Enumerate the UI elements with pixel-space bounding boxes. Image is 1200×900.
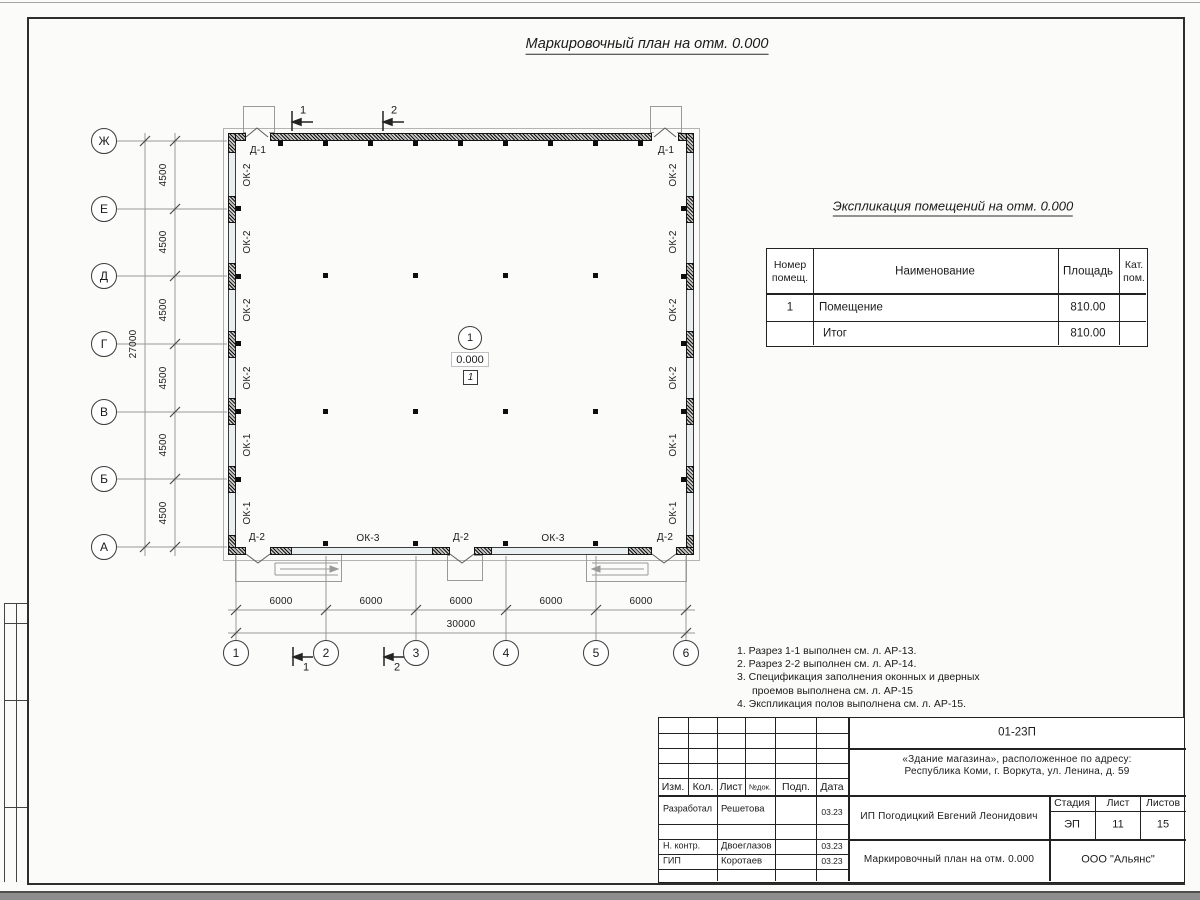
- door-mark: Д-2: [248, 532, 266, 543]
- pilaster: [413, 141, 418, 146]
- column-mark: [503, 273, 508, 278]
- note-line: 2. Разрез 2-2 выполнен см. л. АР-14.: [737, 658, 917, 671]
- tb-object-address: «Здание магазина», расположенное по адресу:: [902, 754, 1132, 765]
- window-mark: ОК-1: [668, 501, 679, 525]
- note-line: 3. Спецификация заполнения оконных и дверных: [737, 671, 980, 684]
- pilaster: [681, 274, 686, 279]
- explication-table: [766, 248, 1148, 347]
- wall-pier: [228, 547, 246, 555]
- tb-sheet-value: 11: [1112, 818, 1124, 831]
- ramp-bottom-left: [235, 553, 342, 582]
- wall-corner-pier: [686, 133, 694, 153]
- axis-bubble-col: 1: [223, 640, 249, 666]
- dim-label: 4500: [158, 163, 169, 187]
- dim-label: 6000: [629, 596, 653, 607]
- wall-pier: [686, 466, 694, 493]
- section-mark-number: 1: [299, 104, 307, 117]
- column-mark: [413, 273, 418, 278]
- note-line: 4. Экспликация полов выполнена см. л. АР-15.: [737, 697, 966, 710]
- pilaster: [681, 341, 686, 346]
- wall-top-segment: [270, 133, 652, 141]
- dim-label: 6000: [449, 596, 473, 607]
- tb-date: 03.23: [821, 855, 843, 866]
- table-cell: 810.00: [1070, 327, 1106, 340]
- wall-pier: [432, 547, 450, 555]
- door-opening: [450, 546, 474, 556]
- pilaster: [236, 206, 241, 211]
- axis-bubble-col: 4: [493, 640, 519, 666]
- pilaster: [681, 477, 686, 482]
- porch-bottom-center: [447, 555, 483, 581]
- explication-title: Экспликация помещений на отм. 0.000: [833, 200, 1073, 213]
- col-header: Номер: [773, 258, 807, 271]
- door-opening: [654, 132, 677, 142]
- pilaster: [278, 141, 283, 146]
- axis-bubble-row: Е: [91, 196, 117, 222]
- tb-col-kol: Кол.: [692, 780, 714, 793]
- window-mark: ОК-1: [242, 433, 253, 457]
- ramp-bottom-right: [586, 553, 687, 582]
- table-cell: 810.00: [1070, 301, 1106, 314]
- room-number-bubble: 1: [458, 326, 482, 350]
- door-mark: Д-1: [249, 145, 267, 156]
- wall-pier: [686, 398, 694, 425]
- tb-role-label: ГИП: [663, 855, 681, 866]
- wall-pier: [686, 196, 694, 223]
- wall-pier: [228, 331, 236, 358]
- tb-sheet-label: Лист: [1106, 796, 1130, 809]
- column-mark: [323, 409, 328, 414]
- dim-label: 4500: [158, 501, 169, 525]
- wall-pier: [228, 398, 236, 425]
- column-mark: [413, 409, 418, 414]
- tb-drawing-name: Маркировочный план на отм. 0.000: [863, 854, 1035, 865]
- pilaster: [323, 141, 328, 146]
- tb-date: 03.23: [821, 806, 843, 817]
- dim-label: 6000: [269, 596, 293, 607]
- axis-bubble-col: 3: [403, 640, 429, 666]
- title-block: [658, 717, 1185, 883]
- tb-organization: ООО "Альянс": [1081, 853, 1155, 866]
- pilaster: [236, 477, 241, 482]
- tb-role-label: Н. контр.: [663, 840, 701, 851]
- axis-bubble-row: Ж: [91, 128, 117, 154]
- elevation-mark: 0.000: [451, 352, 489, 367]
- page-title: Маркировочный план на отм. 0.000: [526, 37, 769, 52]
- dim-total-label: 27000: [128, 329, 139, 359]
- tb-sheets-label: Листов: [1145, 796, 1181, 809]
- window-mark: ОК-2: [668, 298, 679, 322]
- window-mark: ОК-1: [668, 433, 679, 457]
- col-header: пом.: [1123, 271, 1145, 284]
- pilaster: [681, 206, 686, 211]
- axis-bubble-row: А: [91, 534, 117, 560]
- window-mark: ОК-1: [242, 501, 253, 525]
- floor-type-mark: 1: [463, 370, 478, 385]
- tb-col-ndok: №док.: [749, 782, 771, 792]
- column-mark: [323, 273, 328, 278]
- axis-bubble-col: 5: [583, 640, 609, 666]
- col-header: Кат.: [1124, 258, 1144, 271]
- section-mark-number: 2: [393, 661, 401, 674]
- col-header: Площадь: [1062, 265, 1114, 278]
- pilaster: [503, 541, 508, 546]
- pilaster: [323, 541, 328, 546]
- window-mark: ОК-2: [242, 366, 253, 390]
- window-mark: ОК-3: [356, 533, 380, 544]
- tb-col-podp: Подп.: [782, 780, 810, 793]
- wall-pier: [228, 263, 236, 290]
- dim-label: 4500: [158, 298, 169, 322]
- tb-role-name: Коротаев: [721, 855, 763, 867]
- table-cell: Помещение: [819, 301, 883, 314]
- wall-pier: [228, 196, 236, 223]
- dim-label: 4500: [158, 366, 169, 390]
- tb-col-data: Дата: [820, 780, 844, 793]
- tb-sheets-value: 15: [1156, 818, 1170, 831]
- dim-label: 6000: [359, 596, 383, 607]
- pilaster: [236, 341, 241, 346]
- door-mark: Д-2: [656, 532, 674, 543]
- tb-role-label: Разработал: [663, 803, 712, 814]
- table-cell: Итог: [823, 327, 847, 340]
- window-mark: ОК-2: [668, 230, 679, 254]
- pilaster: [413, 541, 418, 546]
- axis-bubble-col: 2: [313, 640, 339, 666]
- column-mark: [503, 409, 508, 414]
- door-mark: Д-2: [452, 532, 470, 543]
- pilaster: [236, 409, 241, 414]
- column-mark: [593, 273, 598, 278]
- window-mark: ОК-2: [242, 298, 253, 322]
- dim-label: 6000: [539, 596, 563, 607]
- axis-bubble-row: Б: [91, 466, 117, 492]
- wall-pier: [686, 263, 694, 290]
- wall-pier: [228, 466, 236, 493]
- section-mark-number: 2: [390, 104, 398, 117]
- note-line: проемов выполнена см. л. АР-15: [752, 684, 913, 697]
- tb-role-name: Двоеглазов: [721, 840, 772, 852]
- door-opening: [652, 546, 676, 556]
- door-mark: Д-1: [657, 145, 675, 156]
- window-mark: ОК-2: [242, 163, 253, 187]
- pilaster: [638, 141, 643, 146]
- axis-bubble-row: Г: [91, 331, 117, 357]
- col-header: помещ.: [771, 271, 809, 284]
- column-mark: [593, 409, 598, 414]
- col-header: Наименование: [895, 265, 975, 278]
- pilaster: [503, 141, 508, 146]
- table-cell: 1: [786, 301, 794, 314]
- axis-bubble-row: В: [91, 399, 117, 425]
- tb-stage-value: ЭП: [1064, 818, 1080, 831]
- page-bottom-edge: [0, 891, 1200, 900]
- window-mark: ОК-2: [668, 366, 679, 390]
- page-top-edge: [0, 2, 1200, 3]
- dim-total-label: 30000: [446, 619, 476, 630]
- tb-stage-label: Стадия: [1054, 796, 1090, 809]
- axis-bubble-col: 6: [673, 640, 699, 666]
- pilaster: [458, 141, 463, 146]
- wall-pier: [676, 547, 694, 555]
- pilaster: [236, 274, 241, 279]
- wall-pier: [270, 547, 292, 555]
- door-opening: [246, 546, 270, 556]
- tb-doc-number: 01-23П: [998, 726, 1036, 739]
- wall-pier: [474, 547, 492, 555]
- dim-label: 4500: [158, 230, 169, 254]
- wall-pier: [686, 331, 694, 358]
- window-mark: ОК-3: [541, 533, 565, 544]
- wall-pier: [628, 547, 652, 555]
- wall-corner-pier: [228, 133, 236, 153]
- door-opening: [246, 132, 269, 142]
- window-mark: ОК-2: [668, 163, 679, 187]
- pilaster: [593, 141, 598, 146]
- tb-col-izm: Изм.: [661, 780, 685, 793]
- section-mark-number: 1: [302, 661, 310, 674]
- pilaster: [681, 409, 686, 414]
- axis-bubble-row: Д: [91, 263, 117, 289]
- pilaster: [368, 141, 373, 146]
- tb-client: ИП Погодицкий Евгений Леонидович: [860, 811, 1038, 822]
- tb-date: 03.23: [821, 840, 843, 851]
- pilaster: [593, 541, 598, 546]
- window-mark: ОК-2: [242, 230, 253, 254]
- porch-top-left: [243, 106, 275, 133]
- tb-col-list: Лист: [719, 780, 743, 793]
- note-line: 1. Разрез 1-1 выполнен см. л. АР-13.: [737, 645, 917, 657]
- tb-role-name: Решетова: [721, 803, 765, 815]
- dim-label: 4500: [158, 433, 169, 457]
- notes-list: [737, 645, 980, 711]
- pilaster: [548, 141, 553, 146]
- tb-object-address: Республика Коми, г. Воркута, ул. Ленина, д. 59: [904, 766, 1130, 777]
- porch-top-right: [650, 106, 682, 133]
